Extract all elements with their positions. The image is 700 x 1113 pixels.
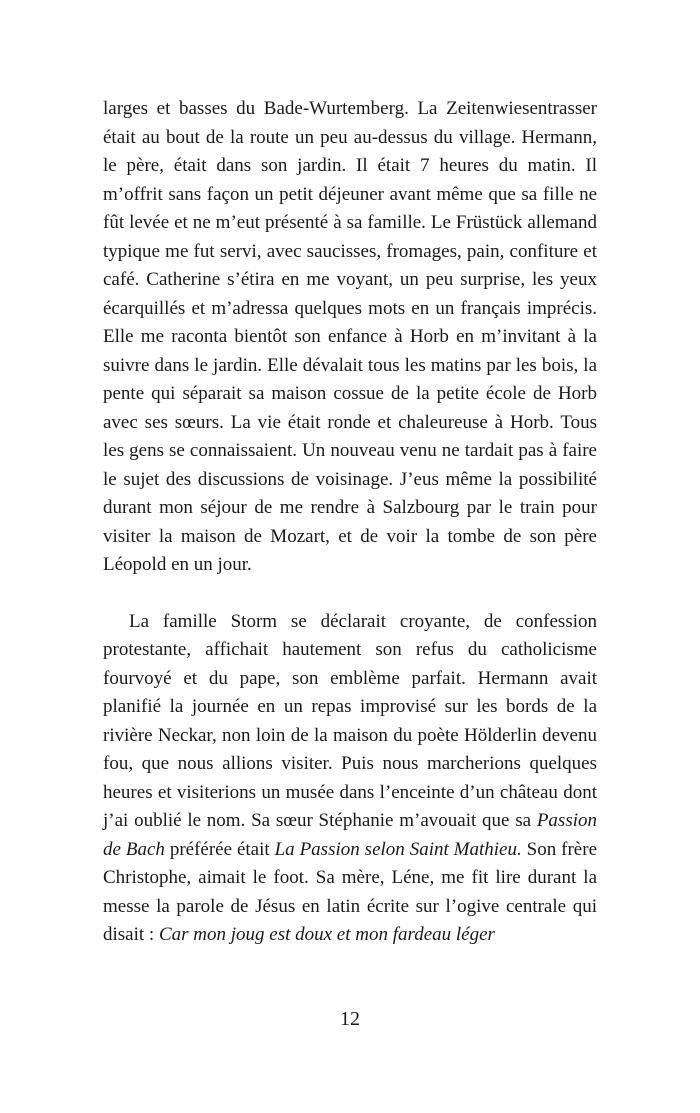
paragraph-2-text-3: Son frère Christophe, aimait le foot. Sa mère, Léne, me fit lire durant la messe la parole de Jésus en latin écrite sur l’ogive centrale qui disait : (103, 838, 598, 945)
page-number: 12 (340, 1008, 360, 1030)
paragraph-2-italic-2: La Passion selon Saint Mathieu. (274, 838, 522, 860)
paragraph-2-italic-3: Car mon joug est doux et mon fardeau léger (158, 924, 495, 945)
paragraph-2-text-1: La famille Storm se déclarait croyante, de confession protestante, affichait hautement son refus du catholicisme fourvoyé et du pape, son emblème parfait. Hermann avait planifié la journée en un repas improvisé sur les bords de la rivière Neckar, non loin de la maison du poète Hölderlin devenu fou, que nous allions visiter. Puis nous marcherions quelques heures et visiterions un musée dans l’enceinte d’un château dont j’ai oublié le nom. Sa sœur Stéphanie m’avouait que sa (103, 610, 597, 831)
paragraph-1: larges et basses du Bade-Wurtemberg. La Zeitenwiesentrasser était au bout de la route un peu au-dessus du village. Hermann, le père, était dans son jardin. Il était 7 heures du matin. Il m’offrit sans façon un petit déjeuner avant même que sa fille ne fût levée et ne m’eut présenté à sa famille. Le Früstück allemand typique me fut servi, avec saucisses, fromages, pain, confiture et café. Catherine s’étira en me voyant, un peu surprise, les yeux écarquillés et m’adressa quelques mots en un français imprécis. Elle me raconta bientôt son enfance à Horb en m’invitant à la suivre dans le jardin. Elle dévalait tous les matins par les bois, la pente qui séparait sa maison cossue de la petite école de Horb avec ses sœurs. La vie était ronde et chaleureuse à Horb. Tous les gens se connaissaient. Un nouveau venu ne tardait pas à faire le sujet des discussions de voisinage. J’eus même la possibilité durant mon séjour de me rendre à Salzbourg par le train pour visiter la maison de Mozart, et de voir la tombe de son père Léopold en un jour. (103, 98, 597, 575)
paragraph-2 (103, 608, 597, 950)
paragraph-2-text-2: préférée était (164, 838, 275, 860)
book-page-text (103, 95, 597, 950)
paragraph-2-italic-1: Passion de Bach (103, 810, 597, 860)
